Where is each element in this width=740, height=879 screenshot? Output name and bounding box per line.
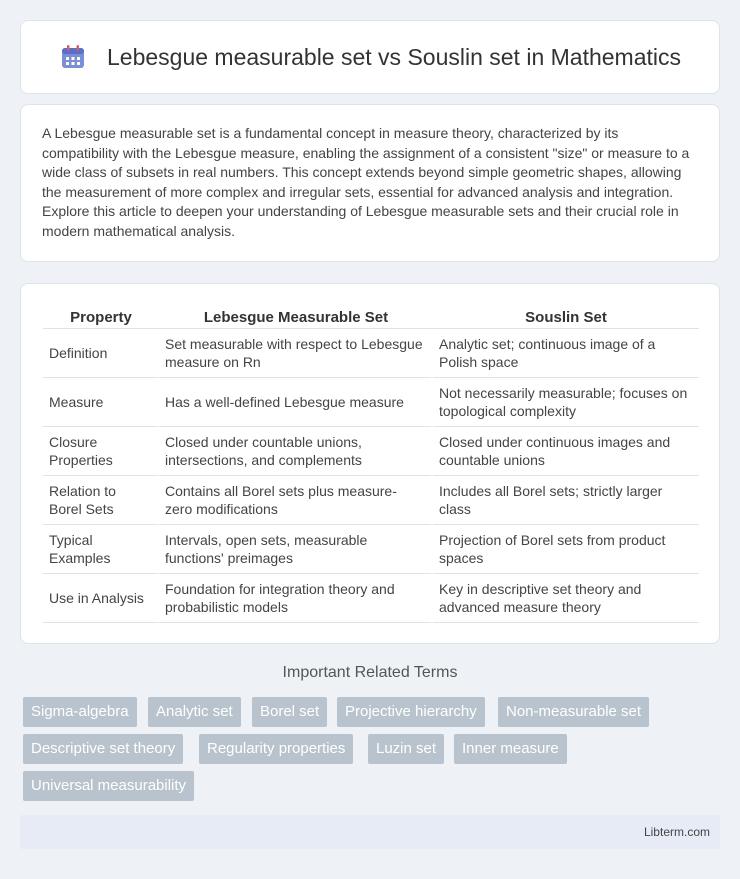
table-cell: Analytic set; continuous image of a Polish space	[433, 329, 699, 378]
table-cell: Key in descriptive set theory and advanced measure theory	[433, 574, 699, 623]
comparison-table-card	[20, 283, 720, 644]
table-header-cell: Lebesgue Measurable Set	[159, 304, 433, 329]
footer	[20, 815, 720, 849]
table-cell: Measure	[43, 378, 159, 427]
page-title: Lebesgue measurable set vs Souslin set in Mathematics	[106, 43, 682, 70]
table-header-row	[43, 304, 699, 329]
tag-descriptive-set-theory[interactable]: Descriptive set theory	[23, 734, 183, 764]
tag-analytic-set[interactable]: Analytic set	[148, 697, 241, 727]
tag-inner-measure[interactable]: Inner measure	[454, 734, 567, 764]
table-cell: Set measurable with respect to Lebesgue measure on Rn	[159, 329, 433, 378]
table-row	[43, 378, 699, 427]
table-cell: Typical Examples	[43, 525, 159, 574]
table-row	[43, 427, 699, 476]
table-cell: Includes all Borel sets; strictly larger class	[433, 476, 699, 525]
intro-text: A Lebesgue measurable set is a fundamental concept in measure theory, characterized by its compatibility with the Lebesgue measure, enabling the assignment of a consistent "size" or measure to a wide class of subsets in real numbers. This concept extends beyond simple geometric shapes, allowing the measurement of more complex and irregular sets, essential for advanced analysis and integration. Explore this article to deepen your understanding of Lebesgue measurable sets and their crucial role in modern mathematical analysis.	[42, 125, 690, 239]
intro-card	[20, 104, 720, 262]
table-cell: Projection of Borel sets from product spaces	[433, 525, 699, 574]
table-cell: Closed under countable unions, intersections, and complements	[159, 427, 433, 476]
related-terms-title: Important Related Terms	[282, 664, 458, 681]
calendar-icon	[59, 43, 87, 71]
comparison-table	[43, 304, 699, 623]
table-cell: Relation to Borel Sets	[43, 476, 159, 525]
tag-borel-set[interactable]: Borel set	[252, 697, 327, 727]
table-row	[43, 476, 699, 525]
table-cell: Contains all Borel sets plus measure-zero modifications	[159, 476, 433, 525]
tag-regularity-properties[interactable]: Regularity properties	[199, 734, 353, 764]
table-cell: Definition	[43, 329, 159, 378]
table-header-cell: Property	[43, 304, 159, 329]
table-cell: Has a well-defined Lebesgue measure	[159, 378, 433, 427]
tag-sigma-algebra[interactable]: Sigma-algebra	[23, 697, 137, 727]
title-card	[20, 20, 720, 94]
tag-universal-measurability[interactable]: Universal measurability	[23, 771, 194, 801]
table-cell: Closed under continuous images and countable unions	[433, 427, 699, 476]
table-cell: Intervals, open sets, measurable functions' preimages	[159, 525, 433, 574]
table-header-cell: Souslin Set	[433, 304, 699, 329]
table-row	[43, 574, 699, 623]
table-cell: Foundation for integration theory and probabilistic models	[159, 574, 433, 623]
footer-brand[interactable]: Libterm.com	[643, 825, 710, 839]
tag-non-measurable-set[interactable]: Non-measurable set	[498, 697, 649, 727]
tag-projective-hierarchy[interactable]: Projective hierarchy	[337, 697, 485, 727]
table-row	[43, 329, 699, 378]
table-cell: Closure Properties	[43, 427, 159, 476]
tag-luzin-set[interactable]: Luzin set	[368, 734, 444, 764]
table-row	[43, 525, 699, 574]
table-cell: Not necessarily measurable; focuses on topological complexity	[433, 378, 699, 427]
table-cell: Use in Analysis	[43, 574, 159, 623]
